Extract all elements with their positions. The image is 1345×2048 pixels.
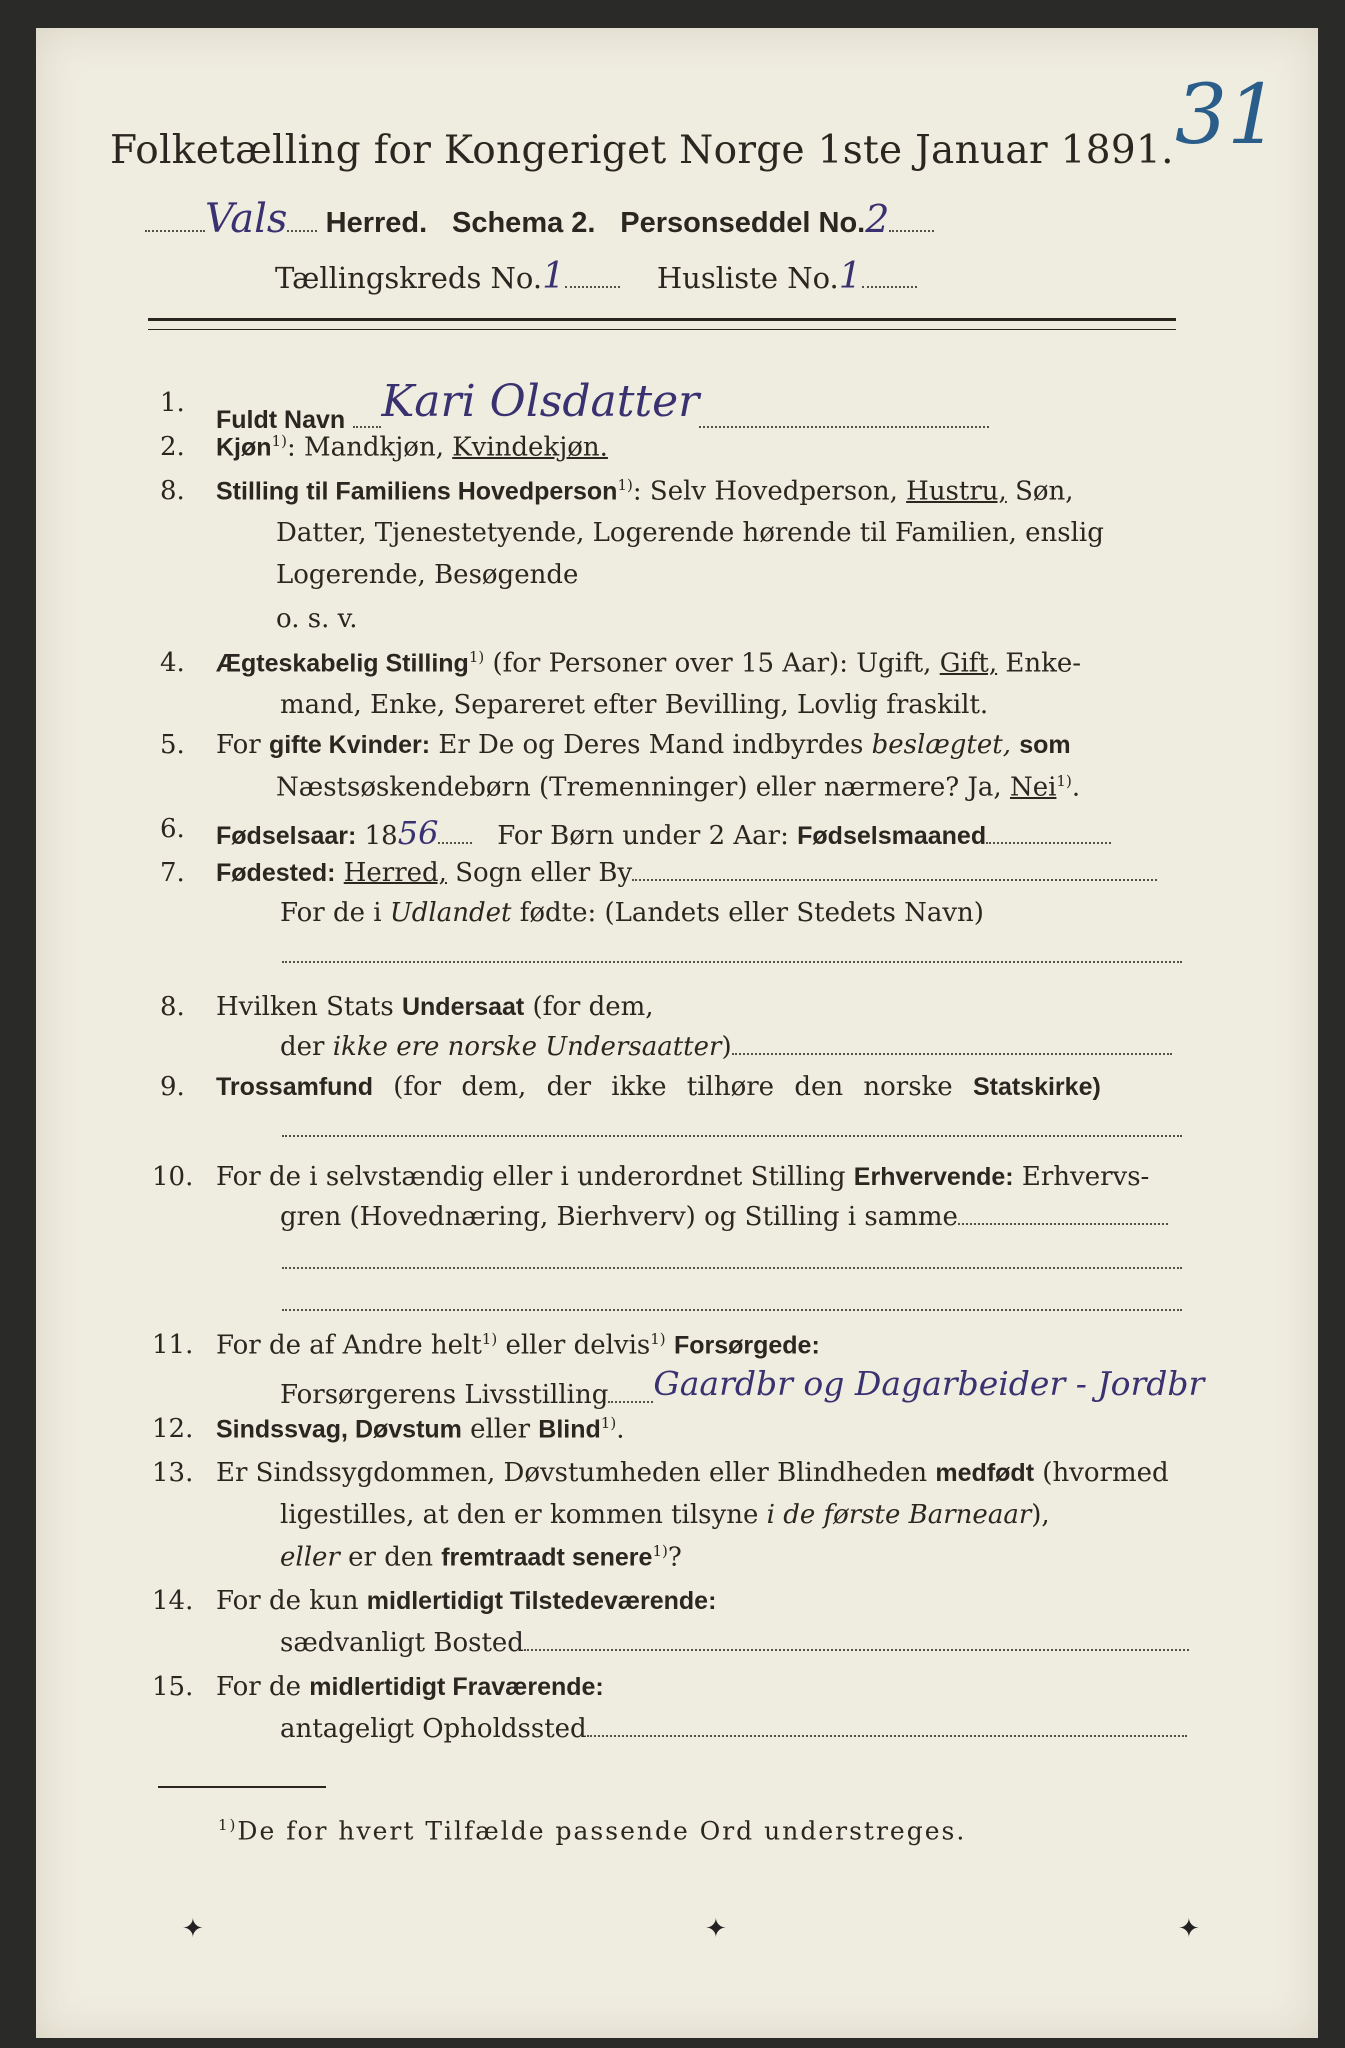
- header-divider-bottom: [148, 329, 1176, 330]
- married-women-question: som: [1019, 731, 1071, 759]
- kreds-line: [275, 256, 917, 297]
- husliste-label: Husliste No.: [656, 261, 839, 295]
- provider-occupation-label: Forsørgerens Livsstilling: [280, 1380, 609, 1410]
- field-nationality: [216, 992, 654, 1022]
- field-religion: [216, 1072, 1101, 1102]
- birthplace-options: Sogn eller By: [455, 858, 633, 888]
- birth-year-label: Fødselsaar:: [216, 822, 357, 850]
- marital-status-options: Enke-: [1005, 648, 1082, 679]
- decorative-mark: ✦: [182, 1914, 204, 1944]
- disability-onset-question: i de første Barneaar: [766, 1500, 1032, 1530]
- disability-label: Sindssvag, Døvstum: [216, 1415, 462, 1444]
- birth-year-value: 56: [397, 814, 439, 852]
- sex-options: : Mandkjøn,: [286, 432, 444, 463]
- married-women-label: gifte Kvinder:: [268, 731, 431, 759]
- temporary-present-label: midlertidigt Tilstedeværende:: [366, 1587, 717, 1615]
- disability-label: Blind: [538, 1415, 601, 1444]
- page-number: 31: [1175, 68, 1280, 163]
- kreds-value: 1: [542, 256, 566, 297]
- married-women-question: Er De og Deres Mand indbyrdes: [438, 730, 864, 760]
- field-number: 4.: [160, 648, 185, 678]
- footnote-marker: 1): [652, 1542, 668, 1560]
- family-position-selected: Hustru,: [906, 476, 1007, 507]
- nationality-note: ): [721, 1032, 732, 1062]
- occupation-question: For de i selvstændig eller i underordnet Stilling: [216, 1162, 846, 1192]
- field-family-position: [216, 476, 1074, 507]
- schema-label: Schema 2.: [452, 207, 596, 239]
- field-disability-onset: [216, 1458, 1169, 1488]
- footnote-marker: 1): [1056, 772, 1072, 790]
- married-women-options: Næstsøskendebørn (Tremenninger) eller nærmere? Ja,: [276, 772, 1002, 803]
- footnote-marker: 1): [481, 1330, 498, 1348]
- decorative-mark: ✦: [1178, 1914, 1200, 1944]
- field-dependents: [216, 1330, 820, 1361]
- footnote-marker: 1): [218, 1816, 238, 1834]
- occupation-label: Erhvervende:: [853, 1163, 1014, 1191]
- family-position-label: Stilling til Familiens Hovedperson: [216, 477, 618, 506]
- kreds-label: Tællingskreds No.: [275, 261, 543, 295]
- field-birth-year: [216, 814, 1111, 852]
- form-title: Folketælling for Kongeriget Norge 1ste Januar 1891.: [110, 128, 1174, 173]
- disability-onset-question: ligestilles, at den er kommen tilsyne: [280, 1500, 759, 1530]
- nationality-note: der: [280, 1032, 325, 1062]
- disability-onset-line2: [280, 1500, 1050, 1530]
- occupation-blank-line: [282, 1288, 1182, 1318]
- footnote-divider: [158, 1786, 326, 1788]
- dependents-question: For de af Andre helt: [216, 1330, 482, 1361]
- field-number: 8.: [160, 992, 185, 1022]
- dependents-line2: [280, 1364, 1205, 1411]
- husliste-value: 1: [838, 256, 862, 297]
- birthplace-blank-line: [282, 940, 1182, 970]
- birthplace-label: Fødested:: [216, 859, 336, 887]
- usual-residence-label: sædvanligt Bosted: [280, 1628, 524, 1658]
- religion-label: Trossamfund: [216, 1073, 373, 1101]
- footnote: [218, 1816, 966, 1845]
- nationality-label: Undersaat: [401, 993, 525, 1021]
- herred-value: Vals: [205, 196, 288, 242]
- full-name-label: Fuldt Navn: [216, 406, 346, 434]
- field-number: 10.: [152, 1162, 194, 1192]
- married-women-line2: [276, 772, 1080, 803]
- footnote-text: De for hvert Tilfælde passende Ord understreges.: [237, 1816, 967, 1846]
- birth-year-prefix: 18: [364, 821, 398, 851]
- herred-line: [145, 196, 934, 242]
- religion-label: Statskirke): [972, 1073, 1101, 1101]
- birth-month-label: Fødselsmaaned: [797, 822, 987, 850]
- probable-residence-label: antageligt Opholdssted: [280, 1714, 587, 1744]
- punctuation: .: [1071, 772, 1081, 803]
- footnote-marker: 1): [271, 432, 287, 450]
- herred-label: Herred.: [325, 207, 428, 239]
- religion-question: (for dem, der ikke tilhøre den norske: [393, 1072, 953, 1102]
- sex-selected: Kvindekjøn.: [452, 432, 608, 463]
- disability-onset-line3: [280, 1542, 682, 1573]
- disability-onset-question: ),: [1031, 1500, 1050, 1530]
- temporary-absent-label: midlertidigt Fraværende:: [309, 1673, 604, 1701]
- occupation-question: gren (Hovednæring, Bierhverv) og Stilling i samme: [280, 1202, 958, 1232]
- disability-onset-question: Er Sindssygdommen, Døvstumheden eller Blindheden: [216, 1458, 928, 1488]
- marital-status-options: (for Personer over 15 Aar): Ugift,: [492, 648, 932, 679]
- field-number: 14.: [152, 1586, 194, 1616]
- disability-label: eller: [470, 1414, 531, 1445]
- field-married-women: [216, 730, 1071, 760]
- field-number: 7.: [160, 858, 185, 888]
- family-position-line3: Logerende, Besøgende: [276, 560, 579, 590]
- disability-onset-question: eller: [280, 1542, 340, 1573]
- punctuation: ?: [667, 1542, 682, 1573]
- personseddel-value: 2: [865, 197, 890, 241]
- field-occupation: [216, 1162, 1149, 1192]
- field-number: 5.: [160, 730, 185, 760]
- field-number: 11.: [152, 1330, 194, 1360]
- occupation-question: Erhvervs-: [1021, 1162, 1150, 1192]
- married-women-selected: Nei: [1009, 772, 1057, 803]
- marital-status-selected: Gift,: [939, 648, 998, 679]
- footnote-marker: 1): [600, 1414, 617, 1432]
- temporary-absent-line2: [280, 1714, 1187, 1744]
- sex-label: Kjøn: [216, 433, 272, 462]
- field-number: 6.: [160, 814, 185, 844]
- personseddel-label: Personseddel No.: [620, 207, 866, 239]
- birthplace-abroad-text: fødte: (Landets eller Stedets Navn): [519, 898, 984, 928]
- header-divider-top: [148, 318, 1176, 321]
- field-number: 2.: [160, 432, 185, 462]
- marital-status-line2: mand, Enke, Separeret efter Bevilling, Lovlig fraskilt.: [280, 690, 989, 720]
- field-number: 15.: [152, 1672, 194, 1702]
- married-women-question: beslægtet,: [871, 730, 1011, 760]
- disability-onset-question: (hvormed: [1042, 1458, 1169, 1488]
- field-number: 1.: [160, 388, 185, 418]
- decorative-mark: ✦: [705, 1914, 727, 1944]
- full-name-value: Kari Olsdatter: [381, 376, 700, 427]
- nationality-note: ikke ere norske Undersaatter: [332, 1032, 722, 1062]
- disability-onset-label: medfødt: [935, 1459, 1035, 1487]
- nationality-question: (for dem,: [532, 992, 654, 1022]
- marital-status-label: Ægteskabelig Stilling: [216, 649, 469, 678]
- footnote-marker: 1): [650, 1330, 666, 1348]
- birth-month-question: For Børn under 2 Aar:: [497, 821, 789, 851]
- nationality-line2: [280, 1032, 1172, 1062]
- birthplace-line2: [280, 898, 984, 928]
- dependents-label: Forsørgede:: [673, 1331, 820, 1360]
- birthplace-abroad-text: Udlandet: [389, 898, 512, 928]
- field-number: 9.: [160, 1072, 185, 1102]
- field-disability: [216, 1414, 624, 1445]
- field-number: 12.: [152, 1414, 194, 1444]
- birthplace-abroad-text: For de i: [280, 898, 382, 928]
- family-position-options: Søn,: [1015, 476, 1074, 507]
- field-sex: [216, 432, 608, 463]
- field-marital-status: [216, 648, 1081, 679]
- nationality-question: Hvilken Stats: [216, 992, 394, 1022]
- disability-onset-question: er den: [348, 1542, 433, 1573]
- field-number: 8.: [160, 476, 185, 506]
- family-position-line2: Datter, Tjenestetyende, Logerende hørende til Familien, enslig: [276, 518, 1104, 548]
- disability-onset-label: fremtraadt senere: [441, 1543, 653, 1572]
- punctuation: .: [616, 1414, 625, 1445]
- married-women-label: For: [216, 730, 261, 760]
- field-temporary-present: [216, 1586, 716, 1616]
- religion-blank-line: [282, 1114, 1182, 1144]
- birthplace-selected: Herred,: [343, 858, 447, 888]
- temporary-absent-question: For de: [216, 1672, 301, 1702]
- temporary-present-line2: [280, 1628, 1189, 1658]
- field-temporary-absent: [216, 1672, 604, 1702]
- field-birthplace: [216, 858, 1157, 888]
- field-number: 13.: [152, 1458, 194, 1488]
- temporary-present-question: For de kun: [216, 1586, 359, 1616]
- dependents-question: eller delvis: [505, 1330, 651, 1361]
- family-position-line4: o. s. v.: [276, 604, 358, 634]
- family-position-options: : Selv Hovedperson,: [632, 476, 898, 507]
- occupation-line2: [280, 1202, 1168, 1232]
- footnote-marker: 1): [468, 648, 485, 666]
- provider-occupation-value: Gaardbr og Dagarbeider - Jordbr: [653, 1364, 1205, 1403]
- footnote-marker: 1): [617, 476, 633, 494]
- occupation-blank-line: [282, 1246, 1182, 1276]
